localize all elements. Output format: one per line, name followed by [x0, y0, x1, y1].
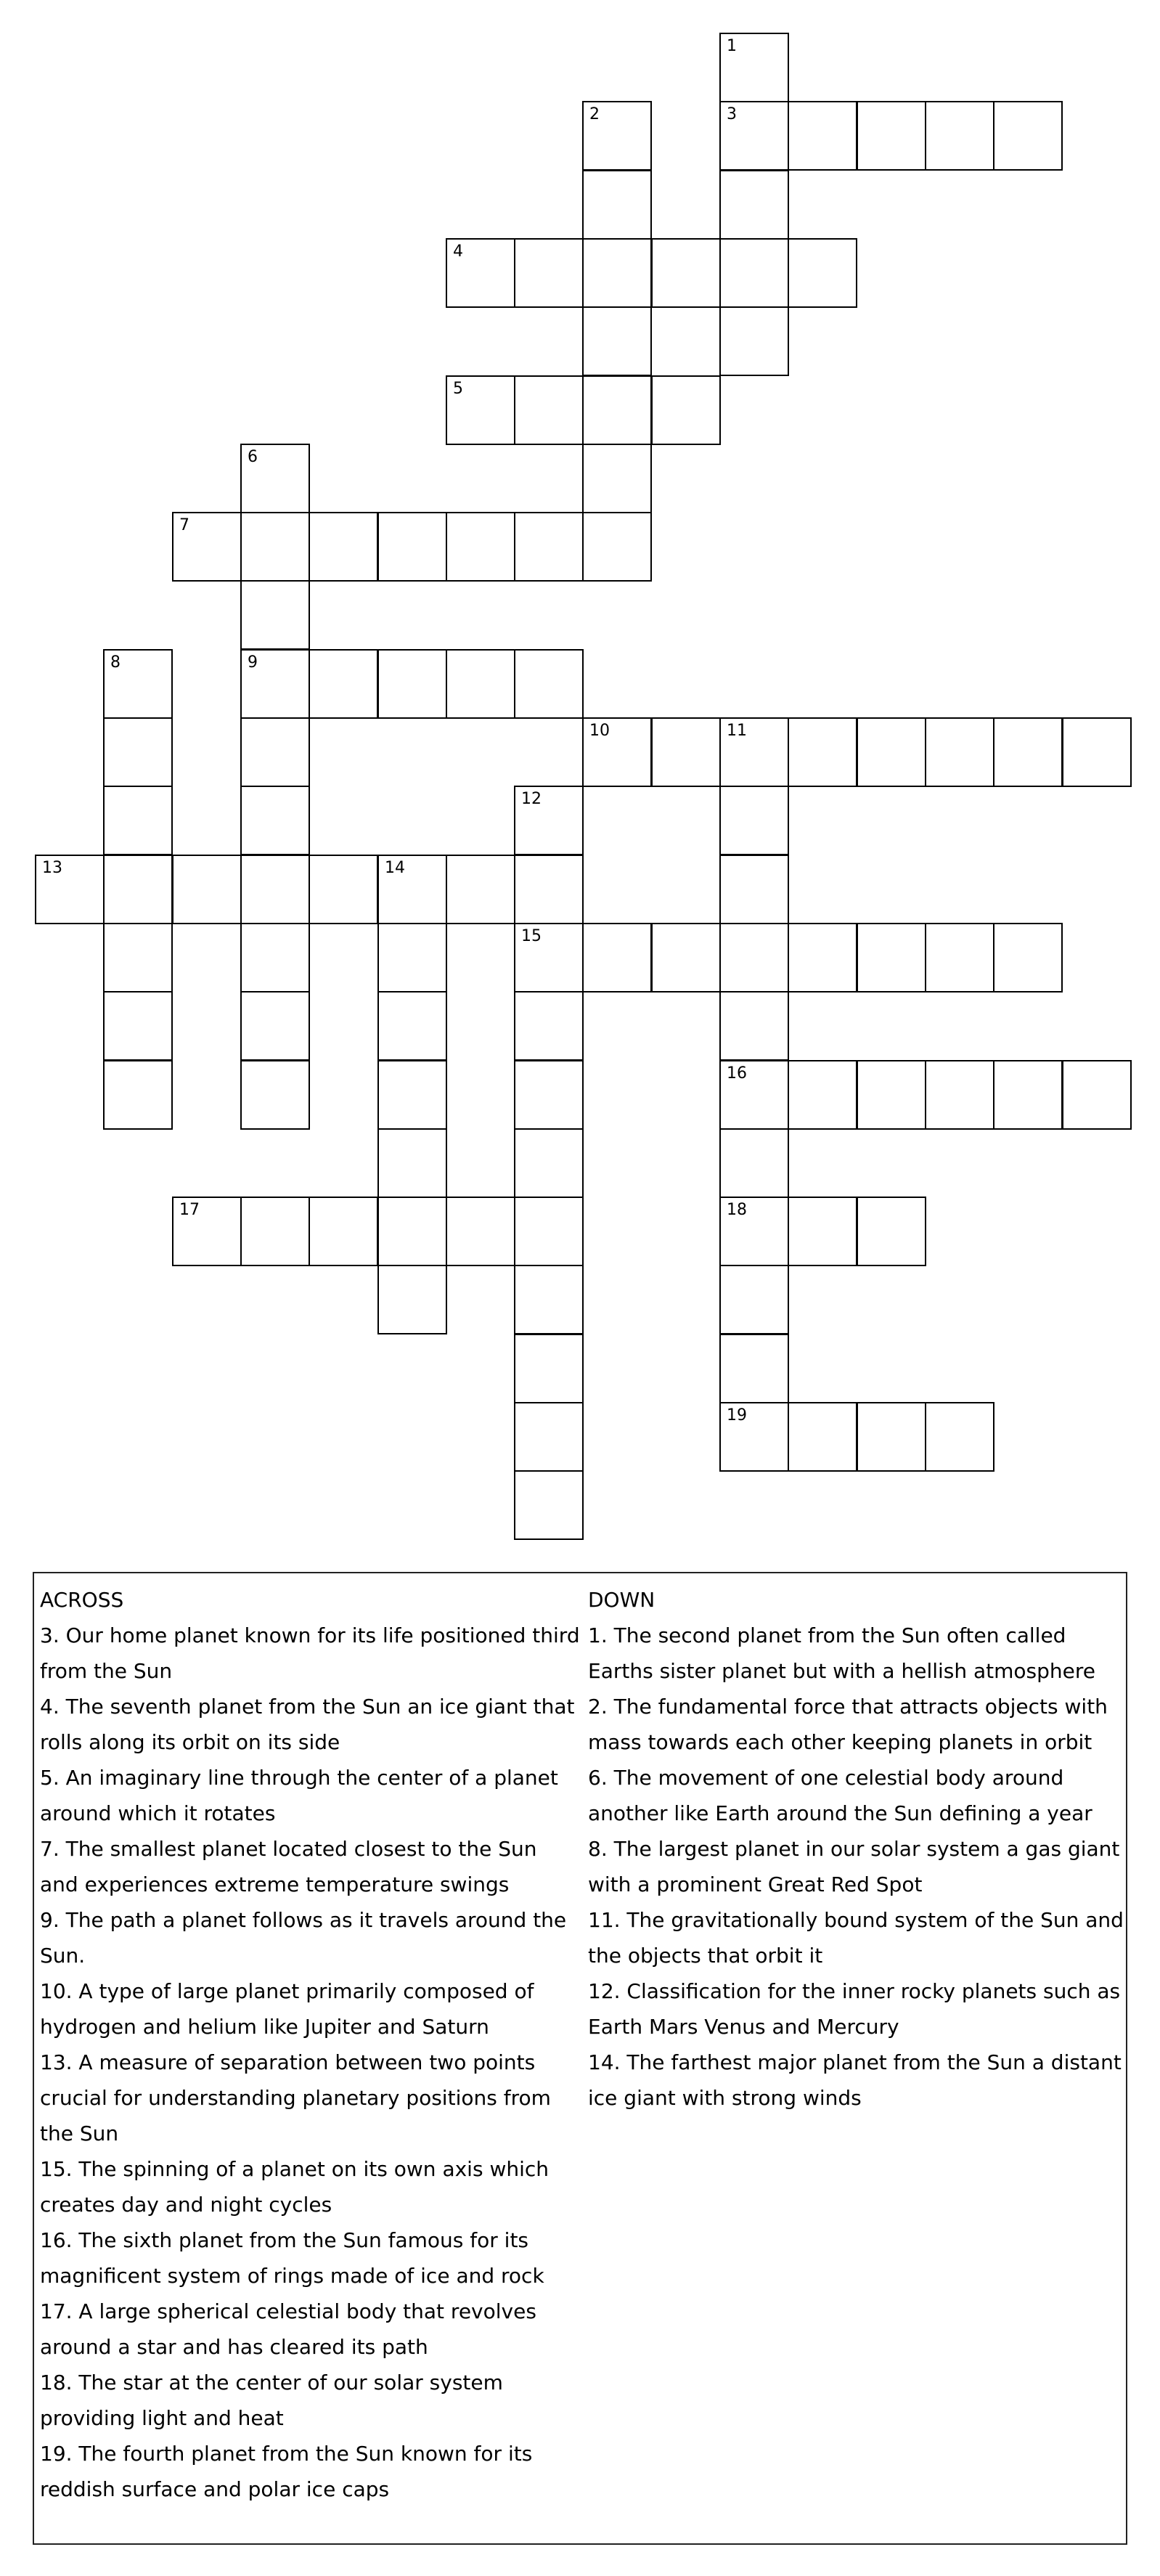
down-clue: 12. Classification for the inner rocky planets such as Earth Mars Venus and Mercury — [588, 1979, 1121, 2039]
grid-cell[interactable] — [719, 306, 789, 376]
grid-cell[interactable] — [514, 1128, 584, 1198]
grid-cell[interactable] — [925, 923, 994, 993]
across-clue: 3. Our home planet known for its life positioned third from the Sun — [40, 1623, 580, 1683]
grid-cell[interactable] — [857, 1060, 926, 1130]
grid-cell[interactable] — [514, 238, 584, 308]
grid-cell[interactable] — [651, 238, 721, 308]
down-clue: 6. The movement of one celestial body around another like Earth around the Sun defining a year — [588, 1766, 1092, 1825]
across-clue: 5. An imaginary line through the center of a planet around which it rotates — [40, 1766, 558, 1825]
across-clue: 19. The fourth planet from the Sun known for its reddish surface and polar ice caps — [40, 2442, 533, 2501]
grid-cell[interactable] — [514, 375, 584, 445]
grid-cell[interactable] — [788, 101, 857, 171]
across-clue: 17. A large spherical celestial body that revolves around a star and has cleared its path — [40, 2299, 536, 2359]
grid-cell[interactable] — [514, 649, 584, 719]
grid-cell[interactable] — [377, 1265, 447, 1334]
grid-cell[interactable] — [514, 512, 584, 582]
grid-cell[interactable] — [719, 991, 789, 1061]
grid-cell[interactable] — [377, 923, 447, 993]
grid-cell[interactable] — [446, 375, 515, 445]
grid-cell[interactable] — [857, 1402, 926, 1472]
across-clue: 13. A measure of separation between two points crucial for understanding planetary positions from the Sun — [40, 2050, 551, 2145]
down-clues — [588, 1582, 1125, 2116]
clue-number: 2 — [589, 105, 600, 123]
grid-cell[interactable] — [514, 1060, 584, 1130]
grid-cell[interactable] — [719, 1060, 789, 1130]
grid-cell[interactable] — [651, 717, 721, 787]
down-clue: 8. The largest planet in our solar system a gas giant with a prominent Great Red Spot — [588, 1837, 1120, 1896]
grid-cell[interactable] — [719, 33, 789, 102]
grid-cell[interactable] — [651, 375, 721, 445]
grid-cell[interactable] — [582, 375, 652, 445]
grid-cell[interactable] — [377, 1060, 447, 1130]
down-clue: 1. The second planet from the Sun often called Earths sister planet but with a hellish atmosphere — [588, 1623, 1096, 1683]
grid-cell[interactable] — [925, 101, 994, 171]
across-clue: 10. A type of large planet primarily composed of hydrogen and helium like Jupiter and Saturn — [40, 1979, 534, 2039]
grid-cell[interactable] — [514, 1334, 584, 1403]
grid-cell[interactable] — [446, 649, 515, 719]
grid-cell[interactable] — [993, 1060, 1063, 1130]
grid-cell[interactable] — [240, 512, 310, 582]
grid-cell[interactable] — [514, 1402, 584, 1472]
grid-cell[interactable] — [788, 1197, 857, 1266]
clue-number: 6 — [248, 448, 258, 466]
grid-cell[interactable] — [172, 512, 242, 582]
grid-cell[interactable] — [309, 649, 378, 719]
clue-box — [33, 1572, 1127, 2545]
grid-cell[interactable] — [309, 1197, 378, 1266]
grid-cell[interactable] — [857, 717, 926, 787]
grid-cell[interactable] — [582, 512, 652, 582]
grid-cell[interactable] — [514, 855, 584, 924]
grid-cell[interactable] — [719, 170, 789, 240]
grid-cell[interactable] — [582, 101, 652, 171]
grid-cell[interactable] — [446, 855, 515, 924]
grid-cell[interactable] — [240, 649, 310, 719]
grid-cell[interactable] — [446, 238, 515, 308]
grid-cell[interactable] — [719, 923, 789, 993]
grid-cell[interactable] — [377, 991, 447, 1061]
grid-cell[interactable] — [240, 786, 310, 855]
grid-cell[interactable] — [514, 991, 584, 1061]
across-clue: 18. The star at the center of our solar system providing light and heat — [40, 2371, 503, 2430]
clue-number: 13 — [42, 859, 62, 877]
down-clue: 14. The farthest major planet from the Sun a distant ice giant with strong winds — [588, 2050, 1122, 2110]
clue-number: 3 — [727, 105, 737, 123]
grid-cell[interactable] — [377, 512, 447, 582]
across-clue: 4. The seventh planet from the Sun an ice giant that rolls along its orbit on its side — [40, 1695, 575, 1754]
grid-cell[interactable] — [719, 1265, 789, 1334]
clue-number: 11 — [727, 722, 747, 740]
grid-cell[interactable] — [240, 580, 310, 650]
grid-cell[interactable] — [857, 923, 926, 993]
clue-number: 10 — [589, 722, 610, 740]
across-clue: 15. The spinning of a planet on its own axis which creates day and night cycles — [40, 2157, 550, 2217]
grid-cell[interactable] — [719, 1128, 789, 1198]
grid-cell[interactable] — [857, 1197, 926, 1266]
grid-cell[interactable] — [719, 101, 789, 171]
grid-cell[interactable] — [719, 786, 789, 855]
grid-cell[interactable] — [103, 855, 173, 924]
grid-cell[interactable] — [240, 991, 310, 1061]
grid-cell[interactable] — [172, 1197, 242, 1266]
grid-cell[interactable] — [240, 444, 310, 513]
grid-cell[interactable] — [925, 1402, 994, 1472]
grid-cell[interactable] — [582, 444, 652, 513]
across-clue: 9. The path a planet follows as it travels around the Sun. — [40, 1908, 567, 1968]
clue-number: 4 — [453, 242, 463, 261]
grid-cell[interactable] — [309, 512, 378, 582]
clue-number: 14 — [385, 859, 405, 877]
grid-cell[interactable] — [514, 1265, 584, 1334]
grid-cell[interactable] — [172, 855, 242, 924]
grid-cell[interactable] — [240, 923, 310, 993]
down-clue: 2. The fundamental force that attracts objects with mass towards each other keeping planets in orbit — [588, 1695, 1108, 1754]
clue-number: 7 — [179, 516, 189, 534]
clue-number: 17 — [179, 1201, 200, 1219]
grid-cell[interactable] — [719, 238, 789, 308]
clue-number: 19 — [727, 1406, 747, 1424]
grid-cell[interactable] — [925, 1060, 994, 1130]
across-heading: ACROSS — [40, 1588, 124, 1612]
grid-cell[interactable] — [788, 923, 857, 993]
grid-cell[interactable] — [719, 1402, 789, 1472]
grid-cell[interactable] — [103, 786, 173, 855]
grid-cell[interactable] — [103, 923, 173, 993]
grid-cell[interactable] — [446, 512, 515, 582]
grid-cell[interactable] — [514, 1197, 584, 1266]
grid-cell[interactable] — [240, 1197, 310, 1266]
clue-number: 9 — [248, 653, 258, 672]
grid-cell[interactable] — [582, 923, 652, 993]
grid-cell[interactable] — [788, 717, 857, 787]
across-clue: 16. The sixth planet from the Sun famous for its magnificent system of rings made of ice and rock — [40, 2228, 544, 2288]
grid-cell[interactable] — [514, 786, 584, 855]
grid-cell[interactable] — [309, 855, 378, 924]
grid-cell[interactable] — [240, 1060, 310, 1130]
grid-cell[interactable] — [35, 855, 105, 924]
grid-cell[interactable] — [377, 855, 447, 924]
grid-cell[interactable] — [103, 1060, 173, 1130]
down-clue: 11. The gravitationally bound system of the Sun and the objects that orbit it — [588, 1908, 1124, 1968]
grid-cell[interactable] — [719, 1334, 789, 1403]
grid-cell[interactable] — [788, 238, 857, 308]
grid-cell[interactable] — [993, 923, 1063, 993]
grid-cell[interactable] — [103, 717, 173, 787]
grid-cell[interactable] — [514, 1470, 584, 1540]
grid-cell[interactable] — [719, 1197, 789, 1266]
grid-cell[interactable] — [651, 923, 721, 993]
grid-cell[interactable] — [377, 1197, 447, 1266]
across-clues — [40, 1582, 581, 2507]
grid-cell[interactable] — [240, 717, 310, 787]
grid-cell[interactable] — [993, 717, 1063, 787]
grid-cell[interactable] — [788, 1402, 857, 1472]
grid-cell[interactable] — [788, 1060, 857, 1130]
grid-cell[interactable] — [582, 170, 652, 240]
grid-cell[interactable] — [719, 855, 789, 924]
clue-number: 18 — [727, 1201, 747, 1219]
clue-number: 15 — [521, 927, 542, 945]
grid-cell[interactable] — [446, 1197, 515, 1266]
clue-number: 16 — [727, 1064, 747, 1083]
clue-number: 5 — [453, 380, 463, 398]
grid-cell[interactable] — [103, 991, 173, 1061]
grid-cell[interactable] — [993, 101, 1063, 171]
grid-cell[interactable] — [925, 717, 994, 787]
grid-cell[interactable] — [719, 717, 789, 787]
clue-number: 12 — [521, 790, 542, 808]
grid-cell[interactable] — [582, 238, 652, 308]
clue-number: 8 — [110, 653, 121, 672]
grid-cell[interactable] — [857, 101, 926, 171]
grid-cell[interactable] — [1062, 717, 1132, 787]
grid-cell[interactable] — [240, 855, 310, 924]
grid-cell[interactable] — [377, 1128, 447, 1198]
clue-number: 1 — [727, 37, 737, 55]
grid-cell[interactable] — [582, 306, 652, 376]
grid-cell[interactable] — [103, 649, 173, 719]
grid-cell[interactable] — [582, 717, 652, 787]
down-heading: DOWN — [588, 1588, 655, 1612]
grid-cell[interactable] — [377, 649, 447, 719]
across-clue: 7. The smallest planet located closest to the Sun and experiences extreme temperature swings — [40, 1837, 537, 1896]
grid-cell[interactable] — [514, 923, 584, 993]
grid-cell[interactable] — [1062, 1060, 1132, 1130]
